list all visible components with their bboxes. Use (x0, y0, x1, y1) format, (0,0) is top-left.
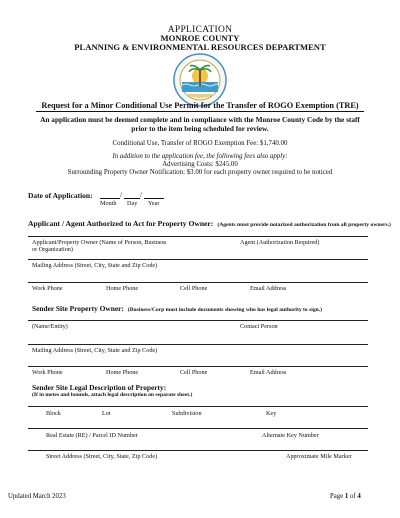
legal-key: Key (266, 410, 277, 417)
legal-block-line[interactable] (28, 406, 368, 407)
fee-surrounding: Surrounding Property Owner Notification: $3.00 for each property owner required to be noticed (67, 169, 333, 176)
sender-contact-label: Contact Person (240, 323, 278, 330)
legal-lot: Lot (102, 410, 111, 417)
legal-sub: (If in metes and bounds, attach legal description on separate sheet.) (32, 392, 193, 398)
agent-label: Agent (Authorization Required) (240, 239, 320, 246)
applicant-phone-line[interactable] (28, 282, 368, 283)
owner-label-1: Applicant/Property Owner (Name of Person, Business (32, 239, 167, 246)
legal-street-line[interactable] (28, 450, 368, 451)
applicant-email: Email Address (250, 285, 287, 292)
fee-main: Conditional Use, Transfer of ROGO Exemption Fee: $1,740.00 (112, 140, 288, 147)
sender-work-phone: Work Phone (32, 369, 63, 376)
date-day-field[interactable] (124, 198, 140, 199)
date-month-label: Month (100, 200, 117, 207)
applicant-note: (Agents must provide notarized authorization from all property owners.) (217, 222, 391, 228)
sender-name-line[interactable] (28, 320, 368, 321)
date-sep-2: / (140, 190, 143, 199)
page-current: 1 (344, 493, 349, 500)
applicant-mailing-label: Mailing Address (Street, City, State and Zip Code) (32, 262, 158, 269)
applicant-mailing-line[interactable] (28, 259, 368, 260)
sender-name-label: (Name/Entity) (32, 323, 68, 330)
page-prefix: Page (330, 493, 344, 500)
applicant-home-phone: Home Phone (106, 285, 139, 292)
sender-phone-line[interactable] (28, 366, 368, 367)
page-total: 4 (357, 493, 361, 500)
title-divider (36, 111, 364, 112)
legal-street: Street Address (Street, City, State, Zip Code) (46, 453, 158, 460)
legal-subdivision: Subdivision (172, 410, 202, 417)
applicant-cell-phone: Cell Phone (180, 285, 208, 292)
department-name: PLANNING & ENVIRONMENTAL RESOURCES DEPARTMENT (74, 42, 326, 52)
applicant-work-phone: Work Phone (32, 285, 63, 292)
sender-owner-heading-text: Sender Site Property Owner: (32, 304, 124, 313)
legal-heading: Sender Site Legal Description of Property: (32, 383, 167, 392)
legal-re-parcel: Real Estate (RE) / Parcel ID Number (46, 432, 138, 439)
page-of: of (350, 493, 356, 500)
date-year-label: Year (148, 200, 160, 207)
applicant-name-line[interactable] (28, 236, 368, 237)
date-sep-1: / (120, 190, 123, 199)
sender-mailing-line[interactable] (28, 344, 368, 345)
sender-owner-heading (32, 298, 322, 316)
application-label: APPLICATION (167, 25, 233, 35)
sender-email: Email Address (250, 369, 287, 376)
date-year-field[interactable] (144, 198, 164, 199)
date-month-field[interactable] (100, 198, 120, 199)
intro-line-1: An application must be deemed complete and in compliance with the Monroe County Code by the staff (40, 115, 360, 124)
applicant-heading (28, 213, 391, 231)
sender-mailing-label: Mailing Address (Street, City, State and Zip Code) (32, 347, 158, 354)
footer-updated: Updated March 2023 (8, 493, 66, 500)
sender-home-phone: Home Phone (106, 369, 139, 376)
sender-cell-phone: Cell Phone (180, 369, 208, 376)
legal-parcel-line[interactable] (28, 428, 368, 429)
legal-mile-marker: Approximate Mile Marker (286, 453, 352, 460)
date-day-label: Day (127, 200, 138, 207)
county-name: MONROE COUNTY (160, 33, 240, 43)
intro-line-2: prior to the item being scheduled for review. (131, 124, 269, 133)
legal-alt-key: Alternate Key Number (262, 432, 319, 439)
fee-additional-note: In addition to the application fee, the following fees also apply: (112, 153, 288, 160)
footer-page-number (330, 493, 361, 500)
date-label: Date of Application: (28, 191, 93, 200)
applicant-heading-text: Applicant / Agent Authorized to Act for Property Owner: (28, 219, 214, 228)
sender-owner-note: (Business/Corp must include documents showing who has legal authority to sign.) (127, 307, 322, 313)
form-title: Request for a Minor Conditional Use Permit for the Transfer of ROGO Exemption (TRE) (41, 101, 359, 110)
legal-block: Block (46, 410, 61, 417)
owner-label-2: or Organization) (32, 246, 73, 253)
fee-advertising: Advertising Costs: $245.00 (162, 161, 238, 168)
county-seal-icon (172, 52, 228, 108)
